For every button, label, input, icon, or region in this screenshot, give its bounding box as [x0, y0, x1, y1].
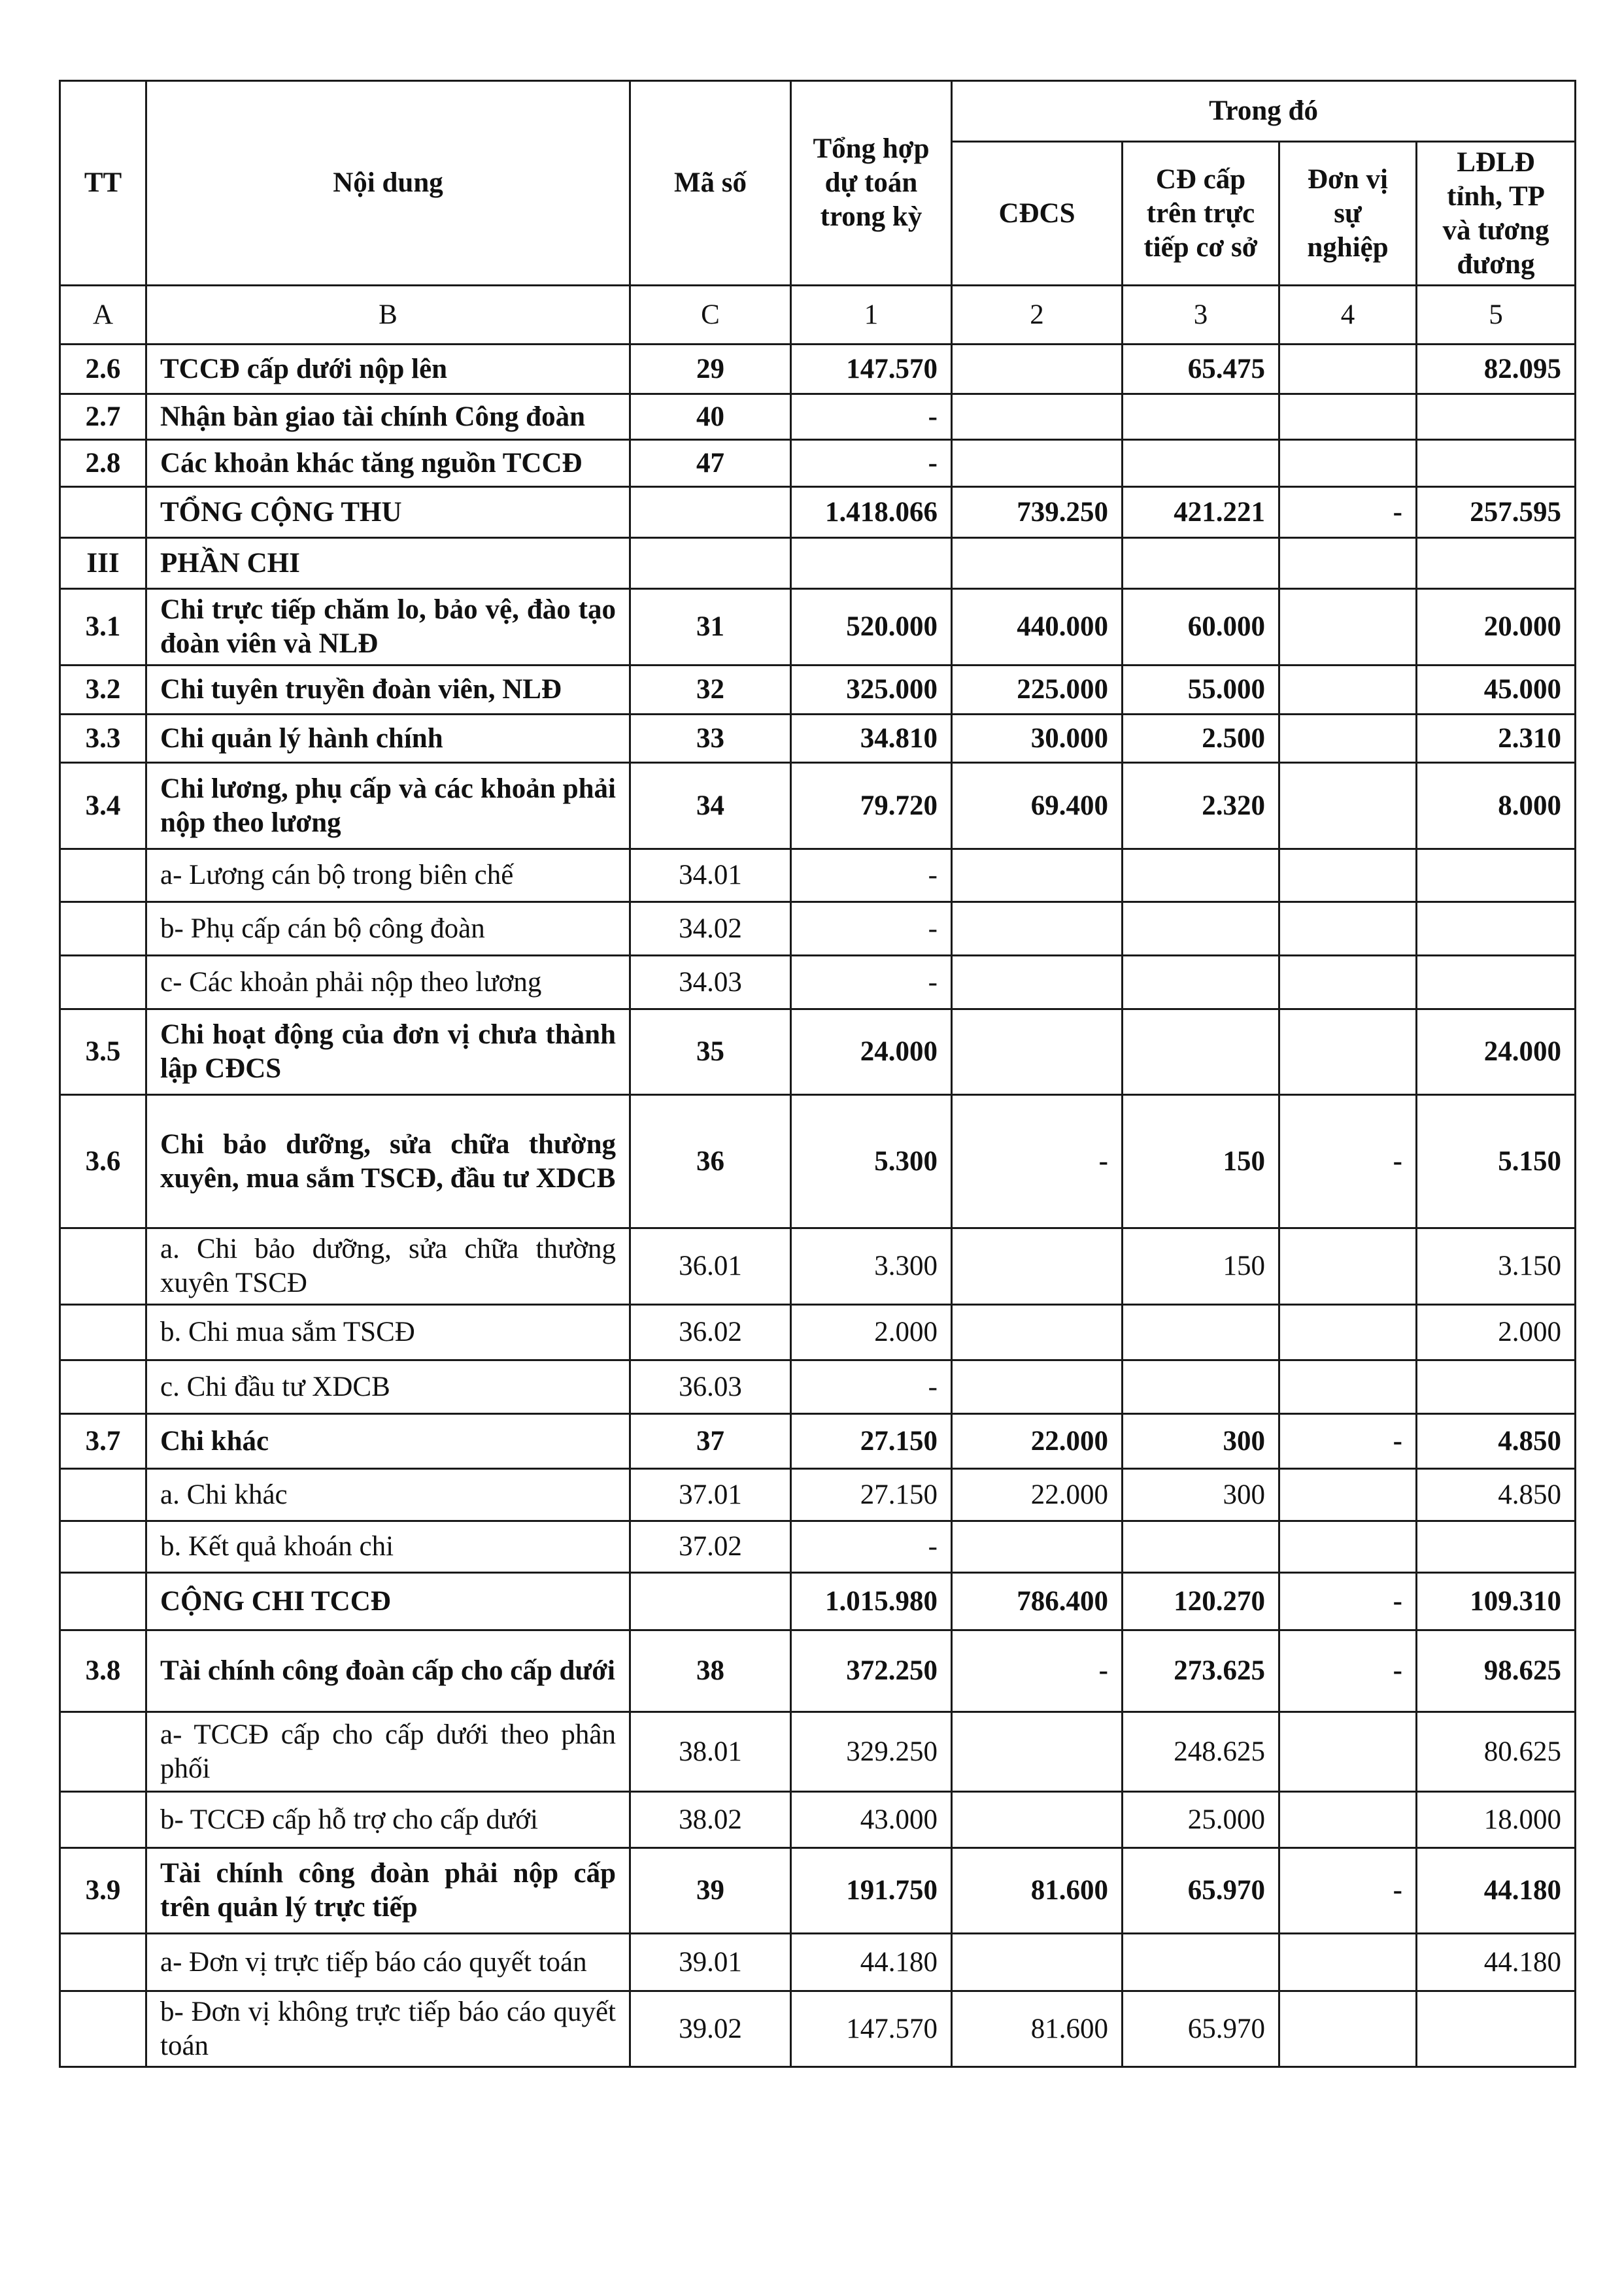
cell-cap-tren: 120.270 — [1123, 1573, 1279, 1630]
cell-content: b- TCCĐ cấp hỗ trợ cho cấp dưới — [146, 1792, 630, 1848]
cell-don-vi — [1279, 345, 1417, 394]
cell-cap-tren — [1123, 394, 1279, 440]
cell-cap-tren — [1123, 440, 1279, 487]
cell-total: 1.015.980 — [791, 1573, 952, 1630]
cell-cdcs — [952, 1228, 1123, 1305]
cell-ldld: 44.180 — [1417, 1848, 1576, 1934]
cell-code: 37.01 — [630, 1469, 791, 1521]
cell-tt — [60, 1521, 146, 1573]
cell-tt — [60, 956, 146, 1009]
cell-total: - — [791, 394, 952, 440]
cell-ldld — [1417, 1360, 1576, 1414]
table-row — [60, 849, 1576, 902]
cell-don-vi — [1279, 956, 1417, 1009]
cell-ldld — [1417, 1521, 1576, 1573]
cell-cdcs: 30.000 — [952, 715, 1123, 763]
table-row — [60, 440, 1576, 487]
cell-total: 27.150 — [791, 1469, 952, 1521]
cell-content: a- Đơn vị trực tiếp báo cáo quyết toán — [146, 1934, 630, 1991]
cell-don-vi — [1279, 1521, 1417, 1573]
cell-ldld — [1417, 538, 1576, 589]
cell-cap-tren — [1123, 1009, 1279, 1095]
cell-cdcs: 739.250 — [952, 487, 1123, 538]
cell-tt — [60, 1792, 146, 1848]
cell-don-vi: - — [1279, 1095, 1417, 1228]
cell-cap-tren — [1123, 1934, 1279, 1991]
table-row — [60, 1009, 1576, 1095]
cell-content: a- Lương cán bộ trong biên chế — [146, 849, 630, 902]
cell-ldld: 45.000 — [1417, 666, 1576, 715]
cell-ldld: 98.625 — [1417, 1630, 1576, 1712]
cell-don-vi — [1279, 902, 1417, 956]
cell-code: 38.02 — [630, 1792, 791, 1848]
cell-total: - — [791, 440, 952, 487]
cell-total: 27.150 — [791, 1414, 952, 1469]
cell-cdcs — [952, 902, 1123, 956]
column-letter: 5 — [1417, 286, 1576, 345]
cell-total: 34.810 — [791, 715, 952, 763]
cell-total: - — [791, 956, 952, 1009]
cell-content: a. Chi bảo dưỡng, sửa chữa thường xuyên TSCĐ — [146, 1228, 630, 1305]
table-row — [60, 763, 1576, 849]
cell-cap-tren — [1123, 538, 1279, 589]
table-body — [60, 345, 1576, 2067]
cell-ldld: 4.850 — [1417, 1469, 1576, 1521]
cell-don-vi — [1279, 763, 1417, 849]
table-row — [60, 589, 1576, 666]
cell-don-vi — [1279, 394, 1417, 440]
header-tt: TT — [60, 81, 146, 286]
table-row — [60, 666, 1576, 715]
cell-tt — [60, 1228, 146, 1305]
cell-ldld: 2.310 — [1417, 715, 1576, 763]
cell-code: 40 — [630, 394, 791, 440]
cell-don-vi — [1279, 1991, 1417, 2067]
cell-cap-tren — [1123, 1305, 1279, 1360]
header-trong-do: Trong đó — [952, 81, 1576, 142]
column-letters-row — [60, 286, 1576, 345]
cell-code: 37.02 — [630, 1521, 791, 1573]
header-ldld: LĐLĐ tỉnh, TP và tương đương — [1417, 142, 1576, 286]
cell-content: Chi bảo dưỡng, sửa chữa thường xuyên, mua sắm TSCĐ, đầu tư XDCB — [146, 1095, 630, 1228]
cell-ldld: 82.095 — [1417, 345, 1576, 394]
cell-content: PHẦN CHI — [146, 538, 630, 589]
cell-cdcs: 81.600 — [952, 1848, 1123, 1934]
cell-don-vi — [1279, 666, 1417, 715]
cell-code: 34.01 — [630, 849, 791, 902]
cell-don-vi: - — [1279, 1573, 1417, 1630]
cell-code — [630, 538, 791, 589]
cell-cap-tren: 421.221 — [1123, 487, 1279, 538]
cell-ldld — [1417, 394, 1576, 440]
cell-code — [630, 487, 791, 538]
cell-tt: 3.9 — [60, 1848, 146, 1934]
cell-code: 34.02 — [630, 902, 791, 956]
table-row — [60, 1712, 1576, 1792]
cell-code: 39.02 — [630, 1991, 791, 2067]
cell-code: 38 — [630, 1630, 791, 1712]
cell-cap-tren: 65.970 — [1123, 1848, 1279, 1934]
cell-tt — [60, 1469, 146, 1521]
cell-tt: 2.7 — [60, 394, 146, 440]
cell-code: 35 — [630, 1009, 791, 1095]
cell-don-vi — [1279, 538, 1417, 589]
cell-code: 36.03 — [630, 1360, 791, 1414]
cell-cdcs — [952, 440, 1123, 487]
cell-content: TCCĐ cấp dưới nộp lên — [146, 345, 630, 394]
cell-don-vi: - — [1279, 1848, 1417, 1934]
cell-cdcs — [952, 1305, 1123, 1360]
cell-content: b. Kết quả khoán chi — [146, 1521, 630, 1573]
cell-total: 5.300 — [791, 1095, 952, 1228]
cell-ldld: 24.000 — [1417, 1009, 1576, 1095]
cell-total: - — [791, 849, 952, 902]
header-noi-dung: Nội dung — [146, 81, 630, 286]
cell-don-vi — [1279, 1469, 1417, 1521]
cell-content: c- Các khoản phải nộp theo lương — [146, 956, 630, 1009]
cell-total: - — [791, 1521, 952, 1573]
cell-tt — [60, 1991, 146, 2067]
cell-cap-tren: 55.000 — [1123, 666, 1279, 715]
table-row — [60, 902, 1576, 956]
cell-cap-tren — [1123, 902, 1279, 956]
cell-ldld: 257.595 — [1417, 487, 1576, 538]
cell-content: TỔNG CỘNG THU — [146, 487, 630, 538]
cell-cdcs — [952, 1521, 1123, 1573]
cell-don-vi — [1279, 1305, 1417, 1360]
cell-ldld — [1417, 956, 1576, 1009]
cell-total: 1.418.066 — [791, 487, 952, 538]
cell-cap-tren: 300 — [1123, 1469, 1279, 1521]
cell-don-vi — [1279, 589, 1417, 666]
cell-total: 147.570 — [791, 1991, 952, 2067]
cell-cdcs: 786.400 — [952, 1573, 1123, 1630]
cell-tt: 3.5 — [60, 1009, 146, 1095]
cell-cdcs — [952, 1792, 1123, 1848]
column-letter: C — [630, 286, 791, 345]
cell-don-vi — [1279, 849, 1417, 902]
cell-cap-tren: 2.320 — [1123, 763, 1279, 849]
cell-tt: 3.4 — [60, 763, 146, 849]
table-row — [60, 1469, 1576, 1521]
cell-content: a. Chi khác — [146, 1469, 630, 1521]
cell-code: 36.01 — [630, 1228, 791, 1305]
cell-tt — [60, 902, 146, 956]
cell-content: Chi quản lý hành chính — [146, 715, 630, 763]
table-row — [60, 345, 1576, 394]
cell-tt — [60, 849, 146, 902]
cell-ldld: 20.000 — [1417, 589, 1576, 666]
cell-ldld — [1417, 1991, 1576, 2067]
cell-tt: 3.3 — [60, 715, 146, 763]
column-letter: B — [146, 286, 630, 345]
cell-ldld: 109.310 — [1417, 1573, 1576, 1630]
cell-don-vi — [1279, 715, 1417, 763]
cell-tt — [60, 487, 146, 538]
cell-code: 33 — [630, 715, 791, 763]
table-row — [60, 1848, 1576, 1934]
cell-content: CỘNG CHI TCCĐ — [146, 1573, 630, 1630]
table-row — [60, 394, 1576, 440]
cell-don-vi — [1279, 1360, 1417, 1414]
cell-code — [630, 1573, 791, 1630]
column-letter: 1 — [791, 286, 952, 345]
cell-cdcs: 22.000 — [952, 1414, 1123, 1469]
cell-cdcs: 440.000 — [952, 589, 1123, 666]
cell-code: 36 — [630, 1095, 791, 1228]
table-row — [60, 1934, 1576, 1991]
cell-code: 34.03 — [630, 956, 791, 1009]
cell-ldld — [1417, 849, 1576, 902]
cell-content: Chi tuyên truyền đoàn viên, NLĐ — [146, 666, 630, 715]
cell-cdcs: 69.400 — [952, 763, 1123, 849]
cell-code: 38.01 — [630, 1712, 791, 1792]
cell-don-vi: - — [1279, 1414, 1417, 1469]
cell-ldld: 2.000 — [1417, 1305, 1576, 1360]
cell-don-vi — [1279, 1228, 1417, 1305]
table-row — [60, 715, 1576, 763]
table-row — [60, 1792, 1576, 1848]
cell-tt: 3.2 — [60, 666, 146, 715]
table-row — [60, 956, 1576, 1009]
cell-tt — [60, 1934, 146, 1991]
cell-cdcs: 22.000 — [952, 1469, 1123, 1521]
cell-cap-tren: 150 — [1123, 1095, 1279, 1228]
cell-total: - — [791, 1360, 952, 1414]
cell-cdcs — [952, 394, 1123, 440]
cell-content: b- Phụ cấp cán bộ công đoàn — [146, 902, 630, 956]
cell-total: 79.720 — [791, 763, 952, 849]
cell-tt — [60, 1573, 146, 1630]
cell-ldld: 8.000 — [1417, 763, 1576, 849]
cell-don-vi — [1279, 1934, 1417, 1991]
cell-cdcs — [952, 1360, 1123, 1414]
cell-total: - — [791, 902, 952, 956]
cell-cdcs: 81.600 — [952, 1991, 1123, 2067]
table-row — [60, 1521, 1576, 1573]
table-row — [60, 1573, 1576, 1630]
header-don-vi-su-nghiep: Đơn vị sự nghiệp — [1279, 142, 1417, 286]
cell-cdcs — [952, 1712, 1123, 1792]
cell-cdcs: - — [952, 1630, 1123, 1712]
header-cd-cap-tren: CĐ cấp trên trực tiếp cơ sở — [1123, 142, 1279, 286]
cell-tt: 2.6 — [60, 345, 146, 394]
cell-code: 37 — [630, 1414, 791, 1469]
header-ma-so: Mã số — [630, 81, 791, 286]
cell-code: 39.01 — [630, 1934, 791, 1991]
table-row — [60, 538, 1576, 589]
cell-content: Chi trực tiếp chăm lo, bảo vệ, đào tạo đoàn viên và NLĐ — [146, 589, 630, 666]
cell-code: 36.02 — [630, 1305, 791, 1360]
cell-cdcs — [952, 1934, 1123, 1991]
cell-cdcs — [952, 1009, 1123, 1095]
cell-don-vi — [1279, 440, 1417, 487]
cell-cdcs: 225.000 — [952, 666, 1123, 715]
cell-cap-tren: 273.625 — [1123, 1630, 1279, 1712]
cell-total: 520.000 — [791, 589, 952, 666]
cell-cap-tren: 25.000 — [1123, 1792, 1279, 1848]
cell-cdcs: - — [952, 1095, 1123, 1228]
cell-cdcs — [952, 956, 1123, 1009]
column-letter: 4 — [1279, 286, 1417, 345]
cell-tt: 3.1 — [60, 589, 146, 666]
column-letter: 3 — [1123, 286, 1279, 345]
cell-content: c. Chi đầu tư XDCB — [146, 1360, 630, 1414]
cell-code: 39 — [630, 1848, 791, 1934]
cell-total: 147.570 — [791, 345, 952, 394]
cell-cap-tren: 2.500 — [1123, 715, 1279, 763]
cell-tt — [60, 1360, 146, 1414]
table-row — [60, 1991, 1576, 2067]
cell-tt — [60, 1712, 146, 1792]
table-row — [60, 1305, 1576, 1360]
cell-don-vi — [1279, 1712, 1417, 1792]
cell-code: 47 — [630, 440, 791, 487]
cell-ldld — [1417, 440, 1576, 487]
cell-cap-tren — [1123, 956, 1279, 1009]
column-letter: A — [60, 286, 146, 345]
cell-total: 372.250 — [791, 1630, 952, 1712]
cell-total: 191.750 — [791, 1848, 952, 1934]
cell-ldld — [1417, 902, 1576, 956]
cell-content: Tài chính công đoàn phải nộp cấp trên quản lý trực tiếp — [146, 1848, 630, 1934]
cell-cap-tren: 65.970 — [1123, 1991, 1279, 2067]
cell-tt: 3.7 — [60, 1414, 146, 1469]
cell-tt: III — [60, 538, 146, 589]
table-row — [60, 487, 1576, 538]
cell-ldld: 18.000 — [1417, 1792, 1576, 1848]
table-row — [60, 1630, 1576, 1712]
cell-content: b- Đơn vị không trực tiếp báo cáo quyết toán — [146, 1991, 630, 2067]
cell-code: 29 — [630, 345, 791, 394]
cell-total: 44.180 — [791, 1934, 952, 1991]
table-row — [60, 1095, 1576, 1228]
cell-content: b. Chi mua sắm TSCĐ — [146, 1305, 630, 1360]
cell-code: 32 — [630, 666, 791, 715]
cell-total: 24.000 — [791, 1009, 952, 1095]
cell-total: 43.000 — [791, 1792, 952, 1848]
cell-total: 3.300 — [791, 1228, 952, 1305]
cell-cap-tren: 60.000 — [1123, 589, 1279, 666]
cell-don-vi — [1279, 1009, 1417, 1095]
cell-total — [791, 538, 952, 589]
cell-content: Nhận bàn giao tài chính Công đoàn — [146, 394, 630, 440]
table-row — [60, 1414, 1576, 1469]
cell-cap-tren — [1123, 849, 1279, 902]
cell-content: a- TCCĐ cấp cho cấp dưới theo phân phối — [146, 1712, 630, 1792]
cell-ldld: 3.150 — [1417, 1228, 1576, 1305]
cell-cap-tren — [1123, 1360, 1279, 1414]
cell-ldld: 5.150 — [1417, 1095, 1576, 1228]
table-row — [60, 1228, 1576, 1305]
cell-don-vi — [1279, 1792, 1417, 1848]
cell-tt — [60, 1305, 146, 1360]
cell-ldld: 80.625 — [1417, 1712, 1576, 1792]
budget-table — [59, 80, 1576, 2068]
column-letter: 2 — [952, 286, 1123, 345]
cell-total: 329.250 — [791, 1712, 952, 1792]
header-tong-hop: Tổng hợp dự toán trong kỳ — [791, 81, 952, 286]
cell-tt: 3.6 — [60, 1095, 146, 1228]
cell-content: Chi lương, phụ cấp và các khoản phải nộp theo lương — [146, 763, 630, 849]
table-row — [60, 1360, 1576, 1414]
cell-cap-tren: 300 — [1123, 1414, 1279, 1469]
cell-total: 2.000 — [791, 1305, 952, 1360]
cell-tt: 2.8 — [60, 440, 146, 487]
cell-content: Các khoản khác tăng nguồn TCCĐ — [146, 440, 630, 487]
cell-don-vi: - — [1279, 487, 1417, 538]
cell-content: Chi khác — [146, 1414, 630, 1469]
cell-cap-tren — [1123, 1521, 1279, 1573]
cell-don-vi: - — [1279, 1630, 1417, 1712]
cell-content: Tài chính công đoàn cấp cho cấp dưới — [146, 1630, 630, 1712]
cell-tt: 3.8 — [60, 1630, 146, 1712]
cell-content: Chi hoạt động của đơn vị chưa thành lập CĐCS — [146, 1009, 630, 1095]
cell-cap-tren: 65.475 — [1123, 345, 1279, 394]
cell-ldld: 4.850 — [1417, 1414, 1576, 1469]
cell-cdcs — [952, 538, 1123, 589]
cell-total: 325.000 — [791, 666, 952, 715]
cell-code: 34 — [630, 763, 791, 849]
cell-ldld: 44.180 — [1417, 1934, 1576, 1991]
cell-cdcs — [952, 849, 1123, 902]
cell-cdcs — [952, 345, 1123, 394]
header-row-1 — [60, 81, 1576, 142]
cell-cap-tren: 150 — [1123, 1228, 1279, 1305]
cell-cap-tren: 248.625 — [1123, 1712, 1279, 1792]
cell-code: 31 — [630, 589, 791, 666]
header-cdcs: CĐCS — [952, 142, 1123, 286]
